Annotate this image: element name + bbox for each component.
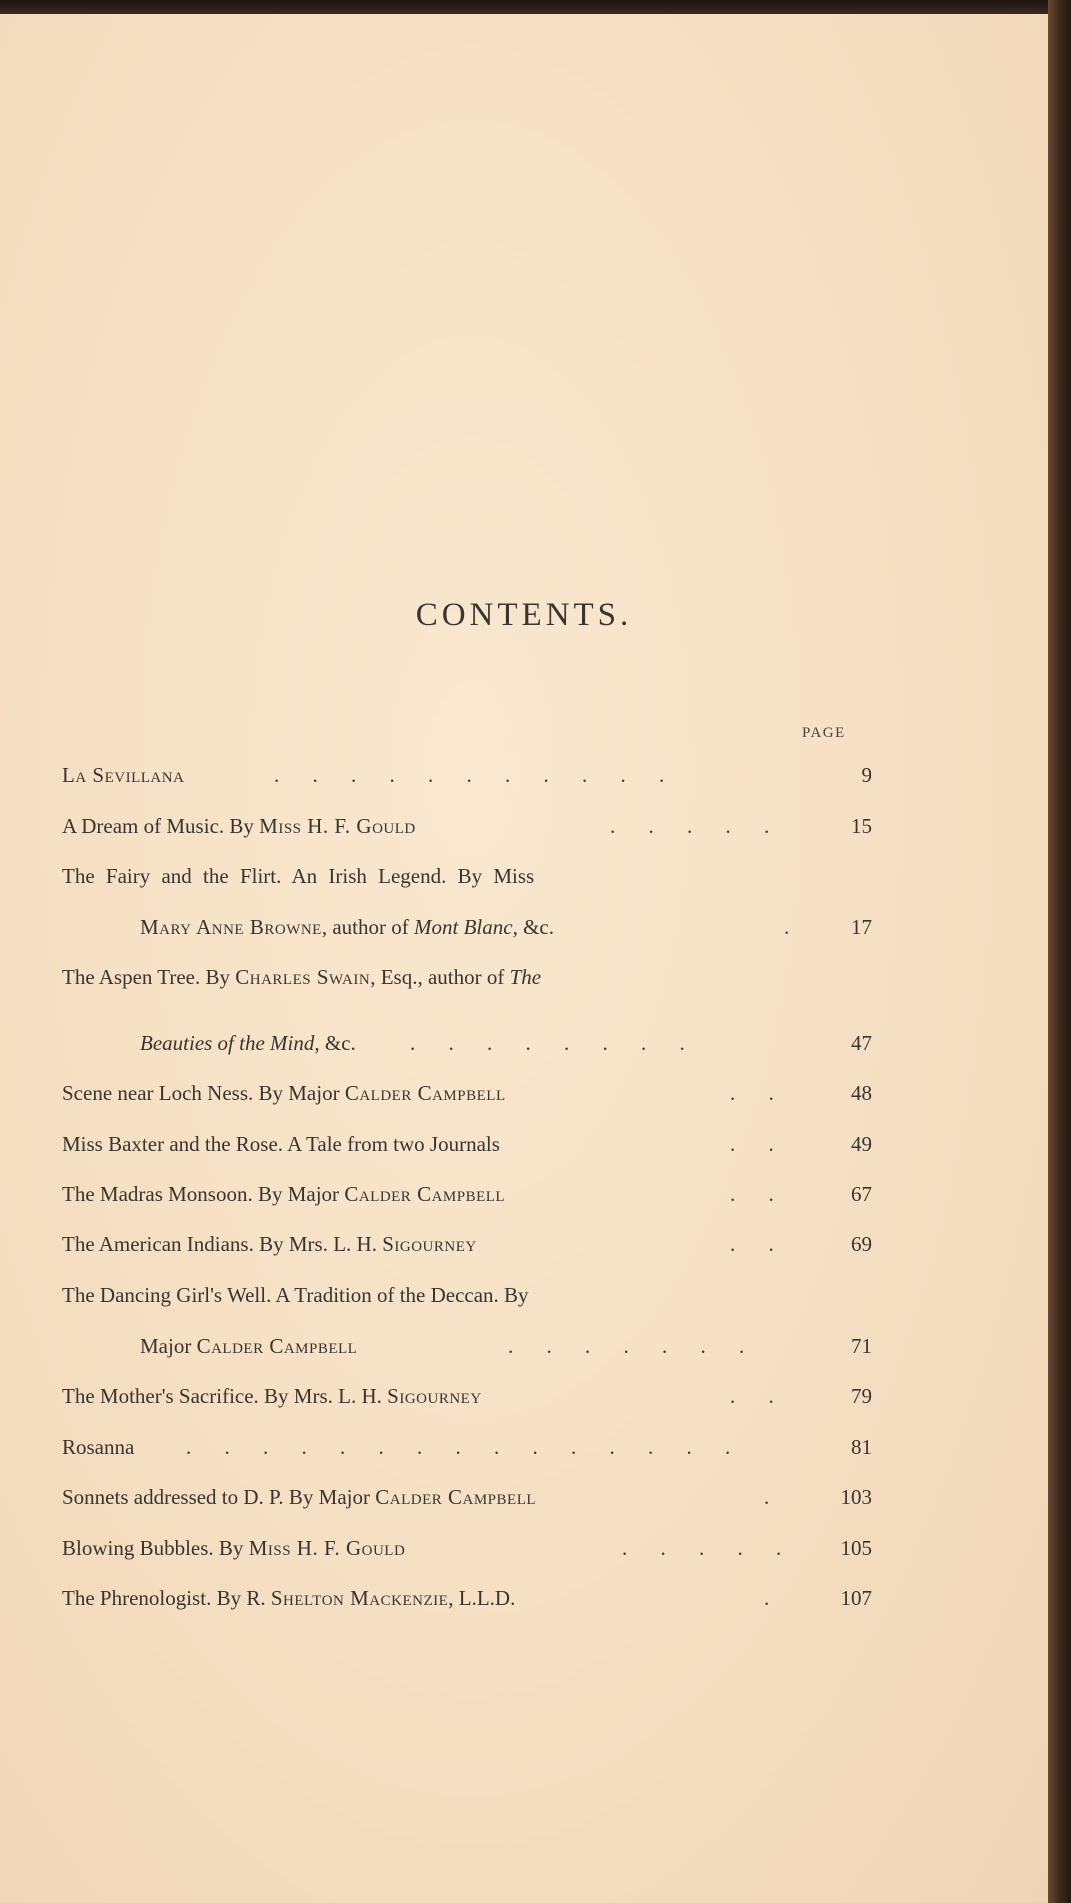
author-name: Sigourney xyxy=(387,1384,482,1408)
page-number: 67 xyxy=(851,1182,872,1206)
toc-entry-fairy-and-flirt-line2 xyxy=(140,911,872,943)
entry-title-continued: Mary Anne Browne, author of Mont Blanc, &c. xyxy=(140,915,554,939)
toc-entry-blowing-bubbles xyxy=(62,1532,872,1564)
toc-entry-madras-monsoon xyxy=(62,1178,872,1210)
toc-entry-phrenologist xyxy=(62,1582,872,1614)
dot-leader: . xyxy=(764,1485,784,1509)
contents-heading: CONTENTS. xyxy=(415,597,633,633)
toc-entry-dancing-girls-well-line1 xyxy=(62,1279,797,1311)
page-number: 105 xyxy=(840,1536,872,1560)
entry-title: Rosanna xyxy=(62,1435,135,1459)
book-page xyxy=(0,14,1048,1903)
entry-title: The Aspen Tree. By Charles Swain, Esq., author of The xyxy=(62,965,542,989)
entry-title: A Dream of Music. By Miss H. F. Gould xyxy=(62,814,416,838)
page-number: 49 xyxy=(851,1132,872,1156)
entry-title: The Fairy and the Flirt. An Irish Legend. By Miss xyxy=(62,864,535,888)
entry-title: Miss Baxter and the Rose. A Tale from two Journals xyxy=(62,1132,500,1156)
dot-leader: . . . . . . . . . . . . . . . xyxy=(186,1435,745,1459)
toc-entry-fairy-and-flirt-line1 xyxy=(62,860,797,892)
toc-entry-dream-of-music xyxy=(62,810,872,842)
author-name: Calder Campbell xyxy=(375,1485,537,1509)
dot-leader: . . . . . xyxy=(622,1536,796,1560)
page-number: 9 xyxy=(861,763,872,787)
author-name: Calder Campbell xyxy=(344,1081,506,1105)
book-top-edge xyxy=(0,0,1071,14)
entry-title-continued: Major Calder Campbell xyxy=(140,1334,358,1358)
author-name: Miss H. F. Gould xyxy=(259,814,416,838)
work-title: The xyxy=(509,965,542,989)
entry-title: The Madras Monsoon. By Major Calder Campbell xyxy=(62,1182,506,1206)
dot-leader: . . xyxy=(730,1384,788,1408)
dot-leader: . . . . . . . xyxy=(508,1334,759,1358)
author-name: Charles Swain xyxy=(235,965,371,989)
toc-entry-miss-baxter xyxy=(62,1128,872,1160)
author-name: Sigourney xyxy=(382,1232,477,1256)
dot-leader: . . xyxy=(730,1081,788,1105)
book-gutter xyxy=(1048,0,1071,1903)
dot-leader: . . . . . xyxy=(610,814,784,838)
page-number: 71 xyxy=(851,1334,872,1358)
entry-title: Scene near Loch Ness. By Major Calder Campbell xyxy=(62,1081,506,1105)
page-column-label: PAGE xyxy=(802,725,846,741)
page-number: 79 xyxy=(851,1384,872,1408)
page-number: 103 xyxy=(840,1485,872,1509)
dot-leader: . . xyxy=(730,1132,788,1156)
entry-title: The Mother's Sacrifice. By Mrs. L. H. Sigourney xyxy=(62,1384,482,1408)
page-number: 15 xyxy=(851,814,872,838)
dot-leader: . xyxy=(764,1586,784,1610)
work-title: Beauties of the Mind xyxy=(140,1031,315,1055)
author-name: Shelton Mackenzie xyxy=(270,1586,449,1610)
dot-leader: . xyxy=(784,915,804,939)
page-number: 17 xyxy=(851,915,872,939)
dot-leader: . . xyxy=(730,1182,788,1206)
author-name: Calder Campbell xyxy=(344,1182,506,1206)
toc-entry-rosanna xyxy=(62,1431,872,1463)
page-number: 81 xyxy=(851,1435,872,1459)
entry-title: La Sevillana xyxy=(62,763,185,787)
entry-title: The Dancing Girl's Well. A Tradition of the Deccan. By xyxy=(62,1283,529,1307)
dot-leader: . . xyxy=(730,1232,788,1256)
toc-entry-scene-near-loch-ness xyxy=(62,1077,872,1109)
entry-title: The Phrenologist. By R. Shelton Mackenzie, L.L.D. xyxy=(62,1586,516,1610)
author-name: Calder Campbell xyxy=(196,1334,358,1358)
page-number: 47 xyxy=(851,1031,872,1055)
author-name: Miss H. F. Gould xyxy=(248,1536,406,1560)
toc-entry-la-sevillana xyxy=(62,759,872,791)
toc-entry-sonnets xyxy=(62,1481,872,1513)
entry-title: Blowing Bubbles. By Miss H. F. Gould xyxy=(62,1536,406,1560)
entry-title: Sonnets addressed to D. P. By Major Calder Campbell xyxy=(62,1485,537,1509)
entry-title-continued: Beauties of the Mind, &c. xyxy=(140,1031,356,1055)
toc-entry-aspen-tree-line2 xyxy=(140,1027,872,1059)
toc-entry-aspen-tree-line1 xyxy=(62,961,797,993)
page-number: 69 xyxy=(851,1232,872,1256)
page-number: 107 xyxy=(840,1586,872,1610)
toc-entry-mothers-sacrifice xyxy=(62,1380,872,1412)
dot-leader: . . . . . . . . xyxy=(410,1031,699,1055)
toc-entry-dancing-girls-well-line2 xyxy=(140,1330,872,1362)
work-title: Mont Blanc, xyxy=(414,915,518,939)
entry-title: The American Indians. By Mrs. L. H. Sigourney xyxy=(62,1232,477,1256)
author-name: Mary Anne Browne xyxy=(140,915,322,939)
dot-leader: . . . . . . . . . . . xyxy=(274,763,679,787)
page-number: 48 xyxy=(851,1081,872,1105)
toc-entry-american-indians xyxy=(62,1228,872,1260)
